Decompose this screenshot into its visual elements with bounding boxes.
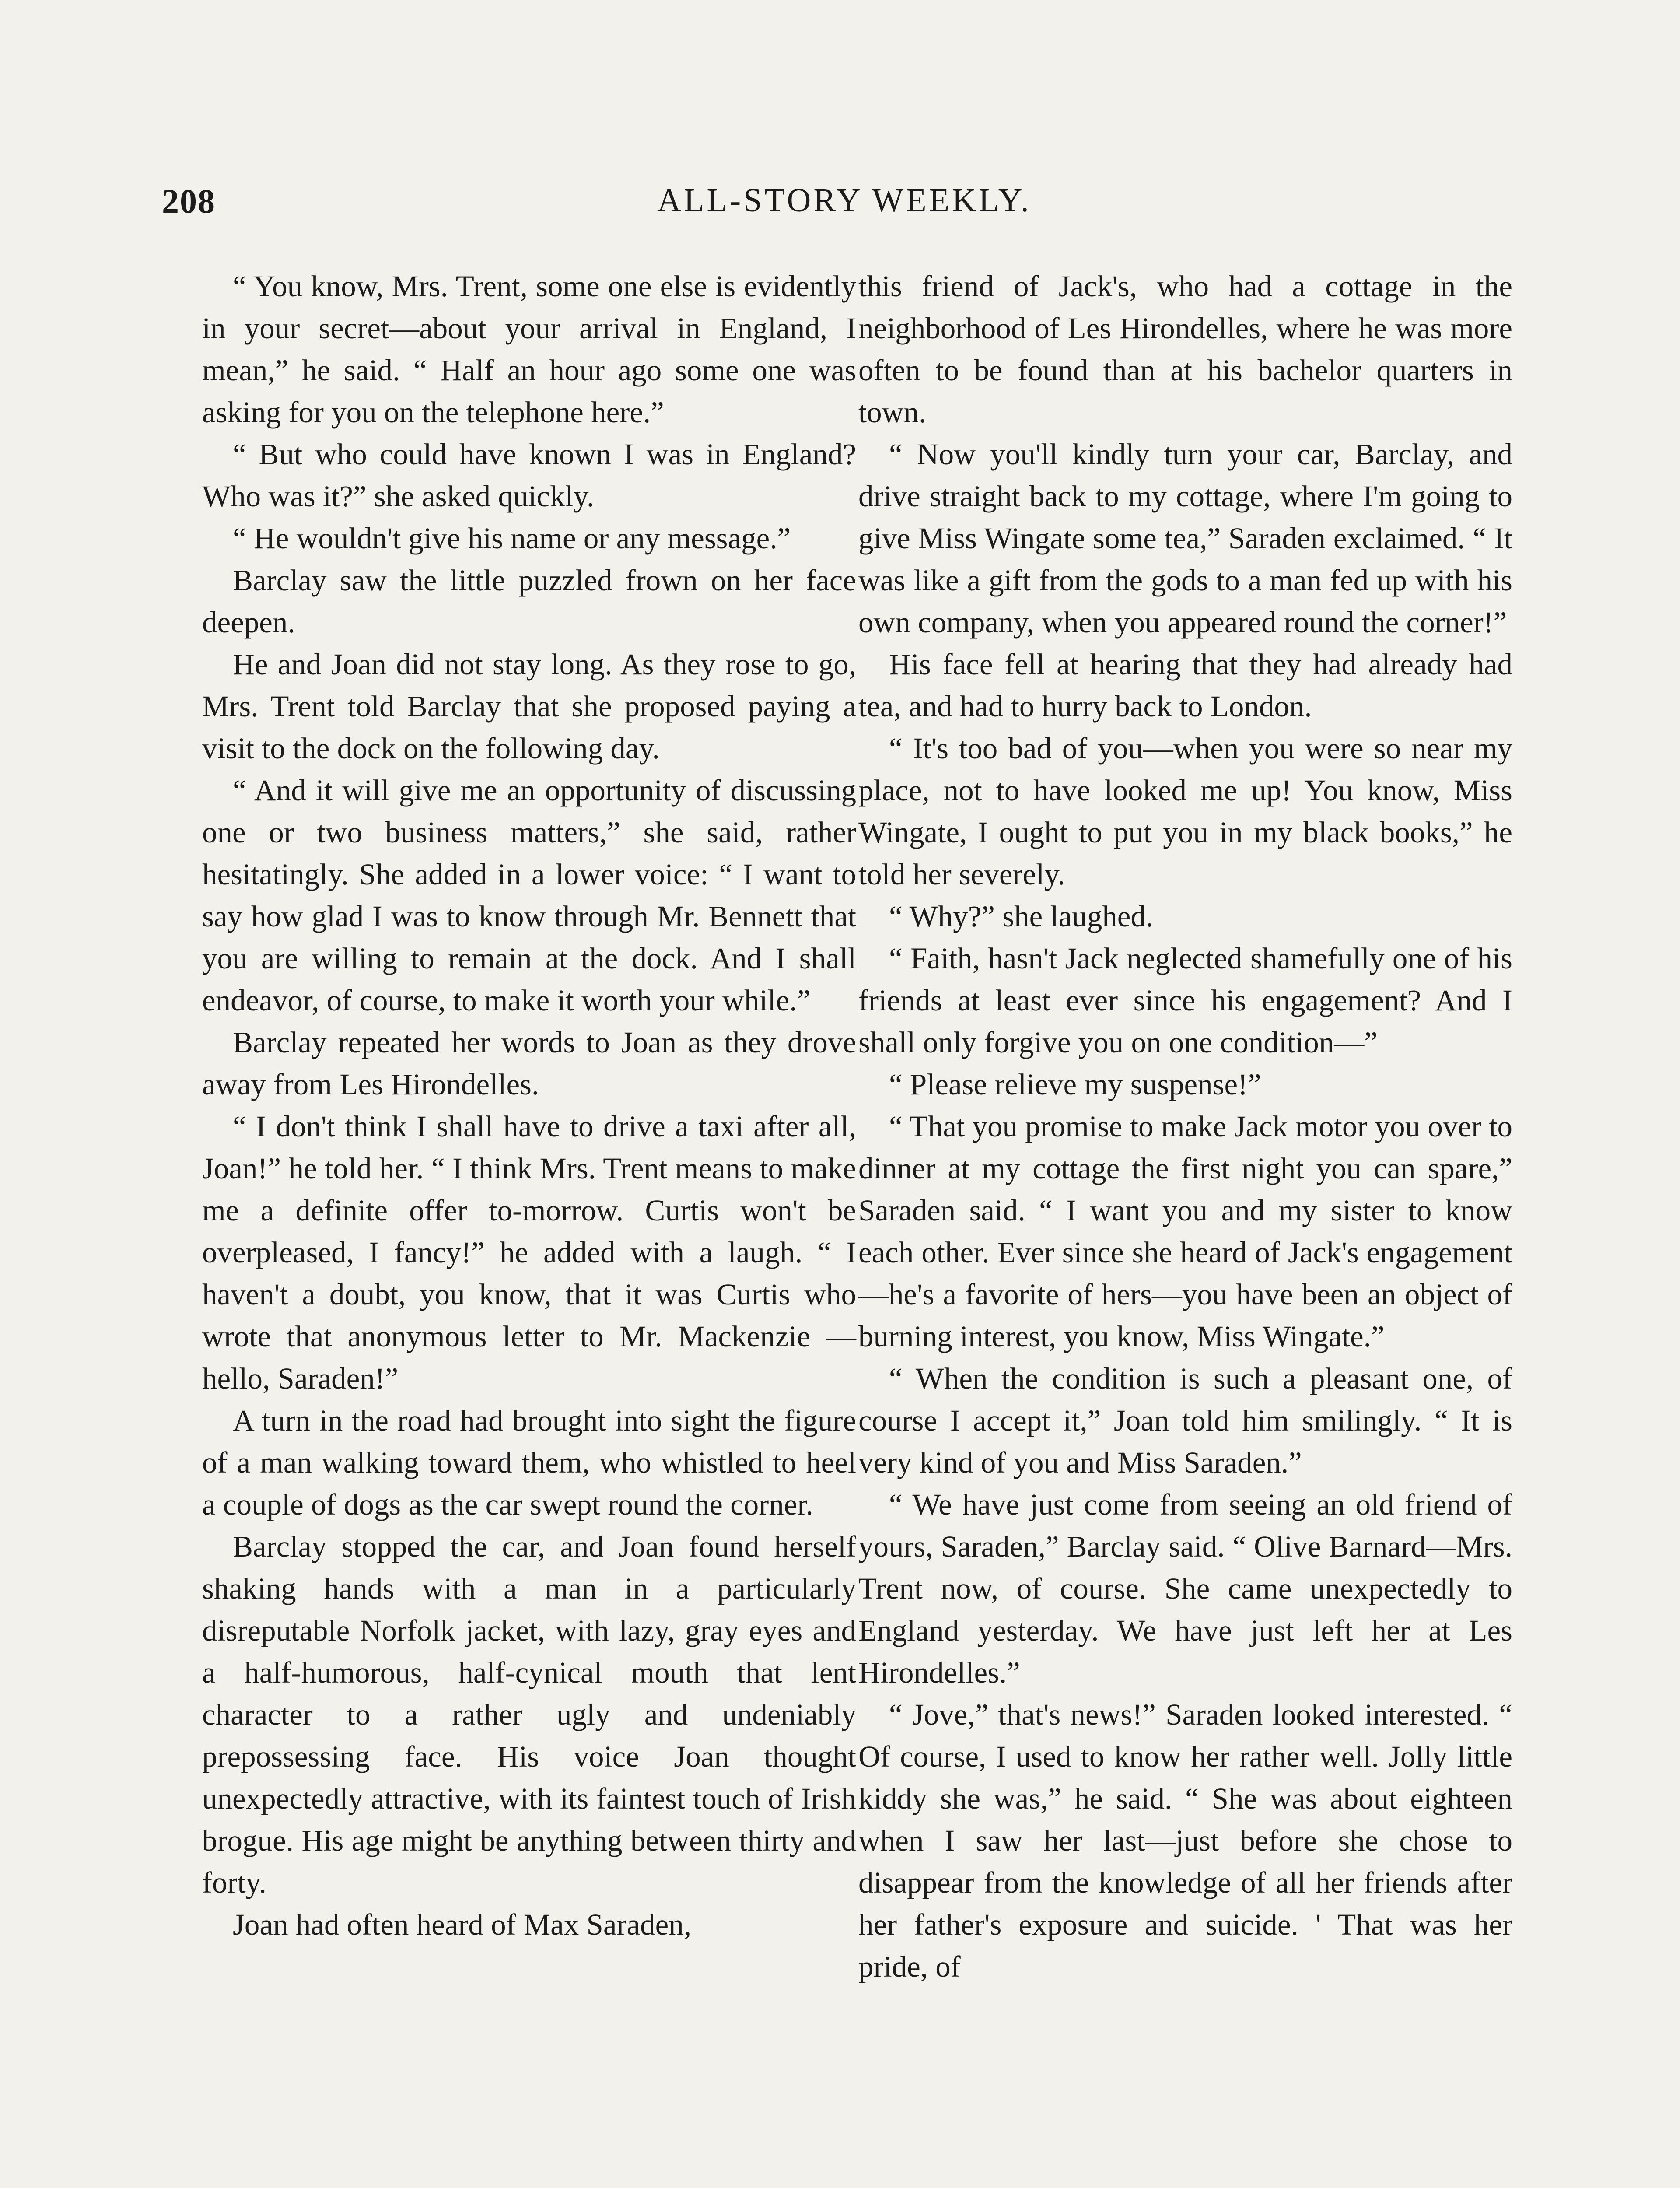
page-number: 208: [162, 182, 216, 220]
paragraph: “ Jove,” that's news!” Saraden looked interested. “ Of course, I used to know her rather well. Jolly little kiddy she was,” he said. “ She was about eighteen when I saw her last—just before she chose to disappear from the knowledge of all her friends after her father's exposure and suicide. ' That was her pride, of: [858, 1698, 1512, 1983]
paragraph: “ Now you'll kindly turn your car, Barclay, and drive straight back to my cottage, where I'm going to give Miss Wingate some tea,” Saraden exclaimed. “ It was like a gift from the gods to a man fed up with his own company, when you appeared round the corner!”: [858, 438, 1512, 639]
paragraph: “ Please relieve my suspense!”: [889, 1068, 1261, 1101]
paragraph: “ I don't think I shall have to drive a taxi after all, Joan!” he told her. “ I think Mrs. Trent means to make me a definite offer to-morrow. Curtis won't be overpleased, I fancy!” he added with a laugh. “ I haven't a doubt, you know, that it was Curtis who wrote that anonymous letter to Mr. Mackenzie — hello, Saraden!”: [202, 1110, 856, 1395]
paragraph: “ It's too bad of you—when you were so near my place, not to have looked me up! You know, Miss Wingate, I ought to put you in my black books,” he told her severely.: [858, 732, 1512, 891]
paragraph: “ We have just come from seeing an old friend of yours, Saraden,” Barclay said. “ Olive Barnard—Mrs. Trent now, of course. She came unexpectedly to England yesterday. We have just left her at Les Hirondelles.”: [858, 1488, 1512, 1689]
paragraph: Barclay repeated her words to Joan as they drove away from Les Hirondelles.: [202, 1026, 856, 1101]
paragraph: He and Joan did not stay long. As they rose to go, Mrs. Trent told Barclay that she proposed paying a visit to the dock on the following day.: [202, 648, 856, 765]
right-column: [858, 265, 1512, 1988]
paragraph: His face fell at hearing that they had already had tea, and had to hurry back to London.: [858, 648, 1512, 723]
page-header: [162, 182, 1527, 234]
continued-paragraph: this friend of Jack's, who had a cottage in the neighborhood of Les Hirondelles, where he was more often to be found than at his bachelor quarters in town.: [858, 270, 1512, 429]
paragraph: Joan had often heard of Max Saraden,: [233, 1908, 692, 1941]
running-title: ALL-STORY WEEKLY.: [657, 182, 1032, 219]
left-column: [202, 265, 856, 1946]
paragraph: “ But who could have known I was in England? Who was it?” she asked quickly.: [202, 438, 856, 513]
paragraph: “ You know, Mrs. Trent, some one else is evidently in your secret—about your arrival in England, I mean,” he said. “ Half an hour ago some one was asking for you on the telephone here.”: [202, 270, 856, 429]
paragraph: “ And it will give me an opportunity of discussing one or two business matters,” she said, rather hesitatingly. She added in a lower voice: “ I want to say how glad I was to know through Mr. Bennett that you are willing to remain at the dock. And I shall endeavor, of course, to make it worth your while.”: [202, 774, 856, 1017]
paragraph: “ That you promise to make Jack motor you over to dinner at my cottage the first night you can spare,” Saraden said. “ I want you and my sister to know each other. Ever since she heard of Jack's engagement—he's a favorite of hers—you have been an object of burning interest, you know, Miss Wingate.”: [858, 1110, 1512, 1353]
paragraph: Barclay saw the little puzzled frown on her face deepen.: [202, 564, 856, 639]
paragraph: “ When the condition is such a pleasant one, of course I accept it,” Joan told him smilingly. “ It is very kind of you and Miss Saraden.”: [858, 1362, 1512, 1479]
paragraph: A turn in the road had brought into sight the figure of a man walking toward them, who whistled to heel a couple of dogs as the car swept round the corner.: [202, 1404, 856, 1521]
paragraph: Barclay stopped the car, and Joan found herself shaking hands with a man in a particularly disreputable Norfolk jacket, with lazy, gray eyes and a half-humorous, half-cynical mouth that lent character to a rather ugly and undeniably prepossessing face. His voice Joan thought unexpectedly attractive, with its faintest touch of Irish brogue. His age might be anything between thirty and forty.: [202, 1530, 856, 1899]
paragraph: “ Faith, hasn't Jack neglected shamefully one of his friends at least ever since his engagement? And I shall only forgive you on one condition—”: [858, 942, 1512, 1059]
paragraph: “ He wouldn't give his name or any message.”: [233, 522, 791, 555]
paragraph: “ Why?” she laughed.: [889, 900, 1154, 933]
